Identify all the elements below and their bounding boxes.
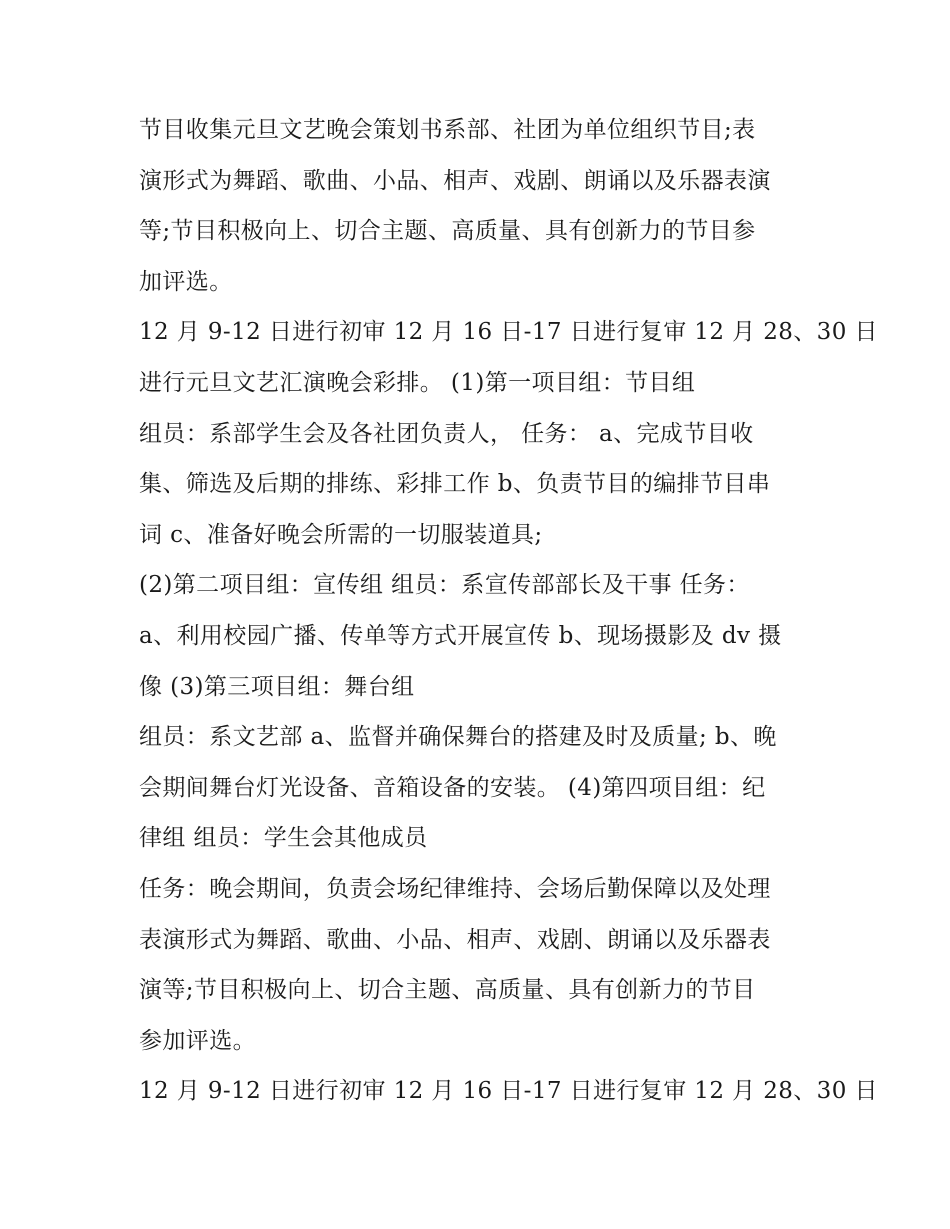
text-line: 组员：系部学生会及各社团负责人， 任务： a、完成节目收 <box>139 420 754 447</box>
text-line: 进行元旦文艺汇演晚会彩排。 (1)第一项目组：节目组 <box>139 369 696 396</box>
text-line: 节目收集元旦文艺晚会策划书系部、社团为单位组织节目;表 <box>139 117 756 143</box>
text-line: 任务：晚会期间，负责会场纪律维持、会场后勤保障以及处理 <box>139 875 771 902</box>
text-line: 加评选。 <box>139 268 233 295</box>
text-line: 演等;节目积极向上、切合主题、高质量、具有创新力的节目 <box>139 977 756 1004</box>
text-line: 集、筛选及后期的排练、彩排工作 b、负责节目的编排节目串 <box>139 471 771 498</box>
text-line: 等;节目积极向上、切合主题、高质量、具有创新力的节目参 <box>139 218 756 245</box>
text-line: a、利用校园广播、传单等方式开展宣传 b、现场摄影及 dv 摄 <box>139 622 782 649</box>
text-line: 律组 组员：学生会其他成员 <box>139 825 428 852</box>
text-line: (2)第二项目组：宣传组 组员：系宣传部部长及干事 任务： <box>139 572 750 599</box>
text-line: 演形式为舞蹈、歌曲、小品、相声、戏剧、朗诵以及乐器表演 <box>139 167 771 194</box>
text-line: 12 月 9-12 日进行初审 12 月 16 日-17 日进行复审 12 月 28、30 日 <box>139 319 878 346</box>
text-line: 表演形式为舞蹈、歌曲、小品、相声、戏剧、朗诵以及乐器表 <box>139 926 771 953</box>
body-text <box>139 105 878 1117</box>
text-line: 像 (3)第三项目组：舞台组 <box>139 673 415 700</box>
text-line: 会期间舞台灯光设备、音箱设备的安装。 (4)第四项目组：纪 <box>139 774 766 801</box>
text-line: 组员：系文艺部 a、监督并确保舞台的搭建及时及质量; b、晚 <box>139 724 777 751</box>
text-line: 12 月 9-12 日进行初审 12 月 16 日-17 日进行复审 12 月 28、30 日 <box>139 1078 878 1105</box>
text-line: 参加评选。 <box>139 1027 256 1054</box>
text-line: 词 c、准备好晚会所需的一切服装道具; <box>139 521 543 548</box>
